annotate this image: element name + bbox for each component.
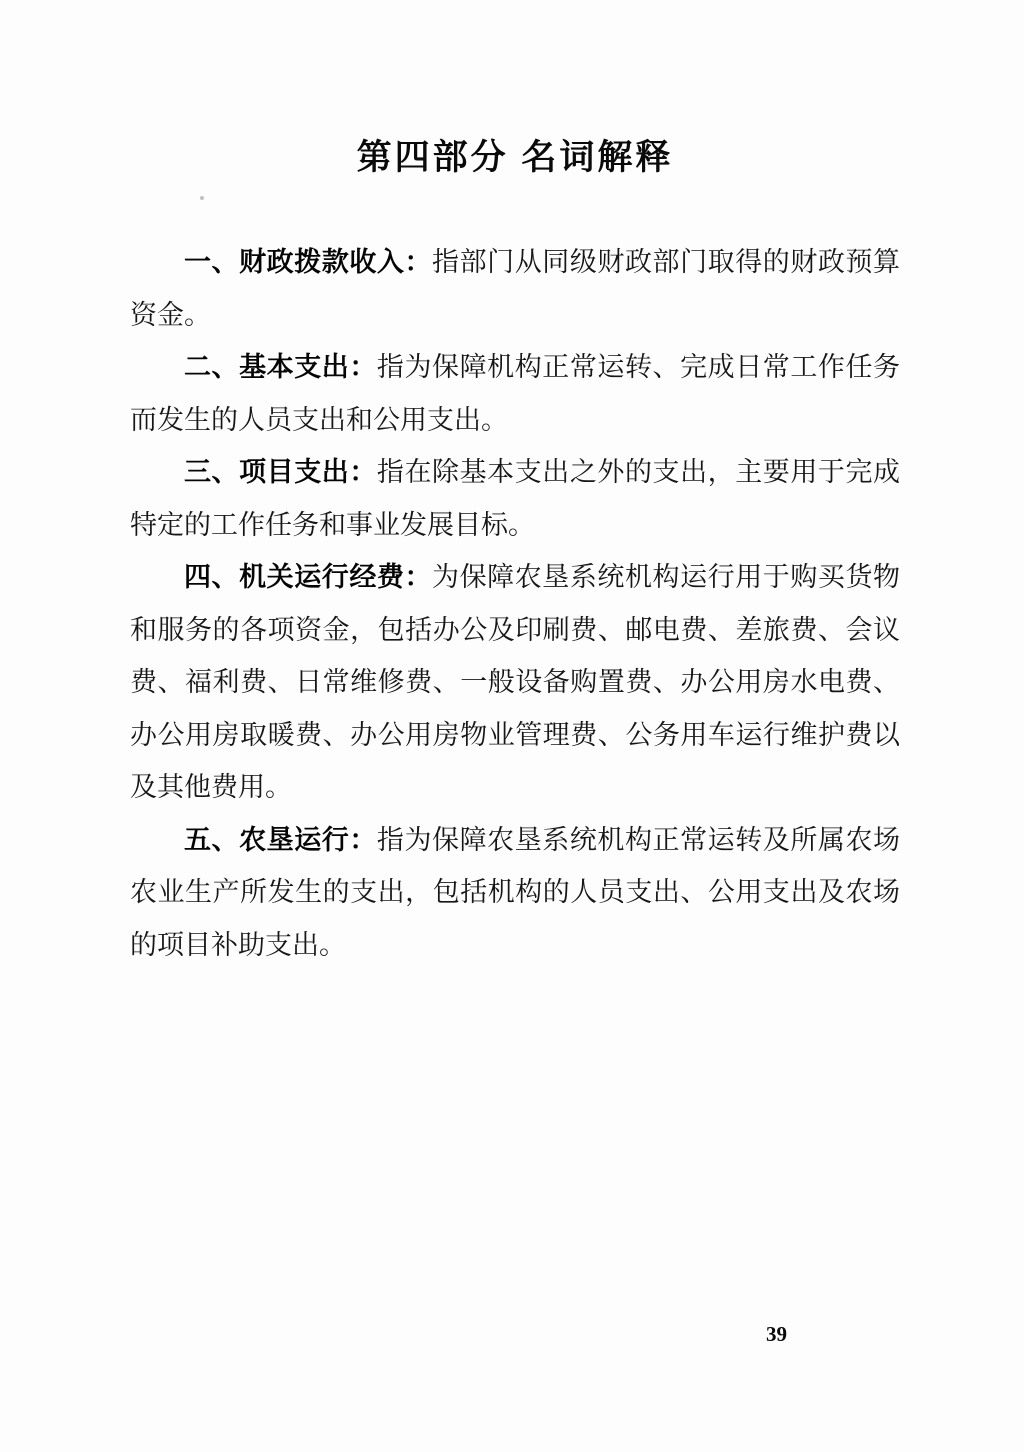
term-definition-3: 指在除基本支出之外的支出，主要用于完成特定的工作任务和事业发展目标。	[130, 457, 901, 540]
term-definition-5: 指为保障农垦系统机构正常运转及所属农场农业生产所发生的支出，包括机构的人员支出、公用支出及农场的项目补助支出。	[130, 824, 901, 960]
page-title: 第四部分 名词解释	[356, 138, 674, 177]
term-definition-4: 为保障农垦系统机构运行用于购买货物和服务的各项资金，包括办公及印刷费、邮电费、差旅费、会议费、福利费、日常维修费、一般设备购置费、办公用房水电费、办公用房取暖费、办公用房物业管理费、公务用车运行维护费以及其他费用。	[130, 562, 901, 802]
page-number: 39	[766, 1322, 787, 1346]
definition-paragraph-4	[130, 551, 900, 814]
term-definition-2: 指为保障机构正常运转、完成日常工作任务而发生的人员支出和公用支出。	[130, 352, 901, 435]
definitions-section	[130, 236, 900, 971]
term-label-2: 二、基本支出：	[184, 352, 377, 382]
term-label-5: 五、农垦运行：	[184, 824, 377, 855]
definition-paragraph-3	[130, 446, 900, 551]
term-label-3: 三、项目支出：	[184, 457, 377, 487]
term-definition-1: 指部门从同级财政部门取得的财政预算资金。	[130, 247, 901, 330]
definition-paragraph-1	[130, 236, 900, 341]
term-label-1: 一、财政拨款收入：	[184, 247, 433, 277]
page-content	[130, 0, 900, 971]
term-label-4: 四、机关运行经费：	[184, 562, 433, 592]
definition-paragraph-2	[130, 341, 900, 446]
definition-paragraph-5	[130, 814, 900, 972]
